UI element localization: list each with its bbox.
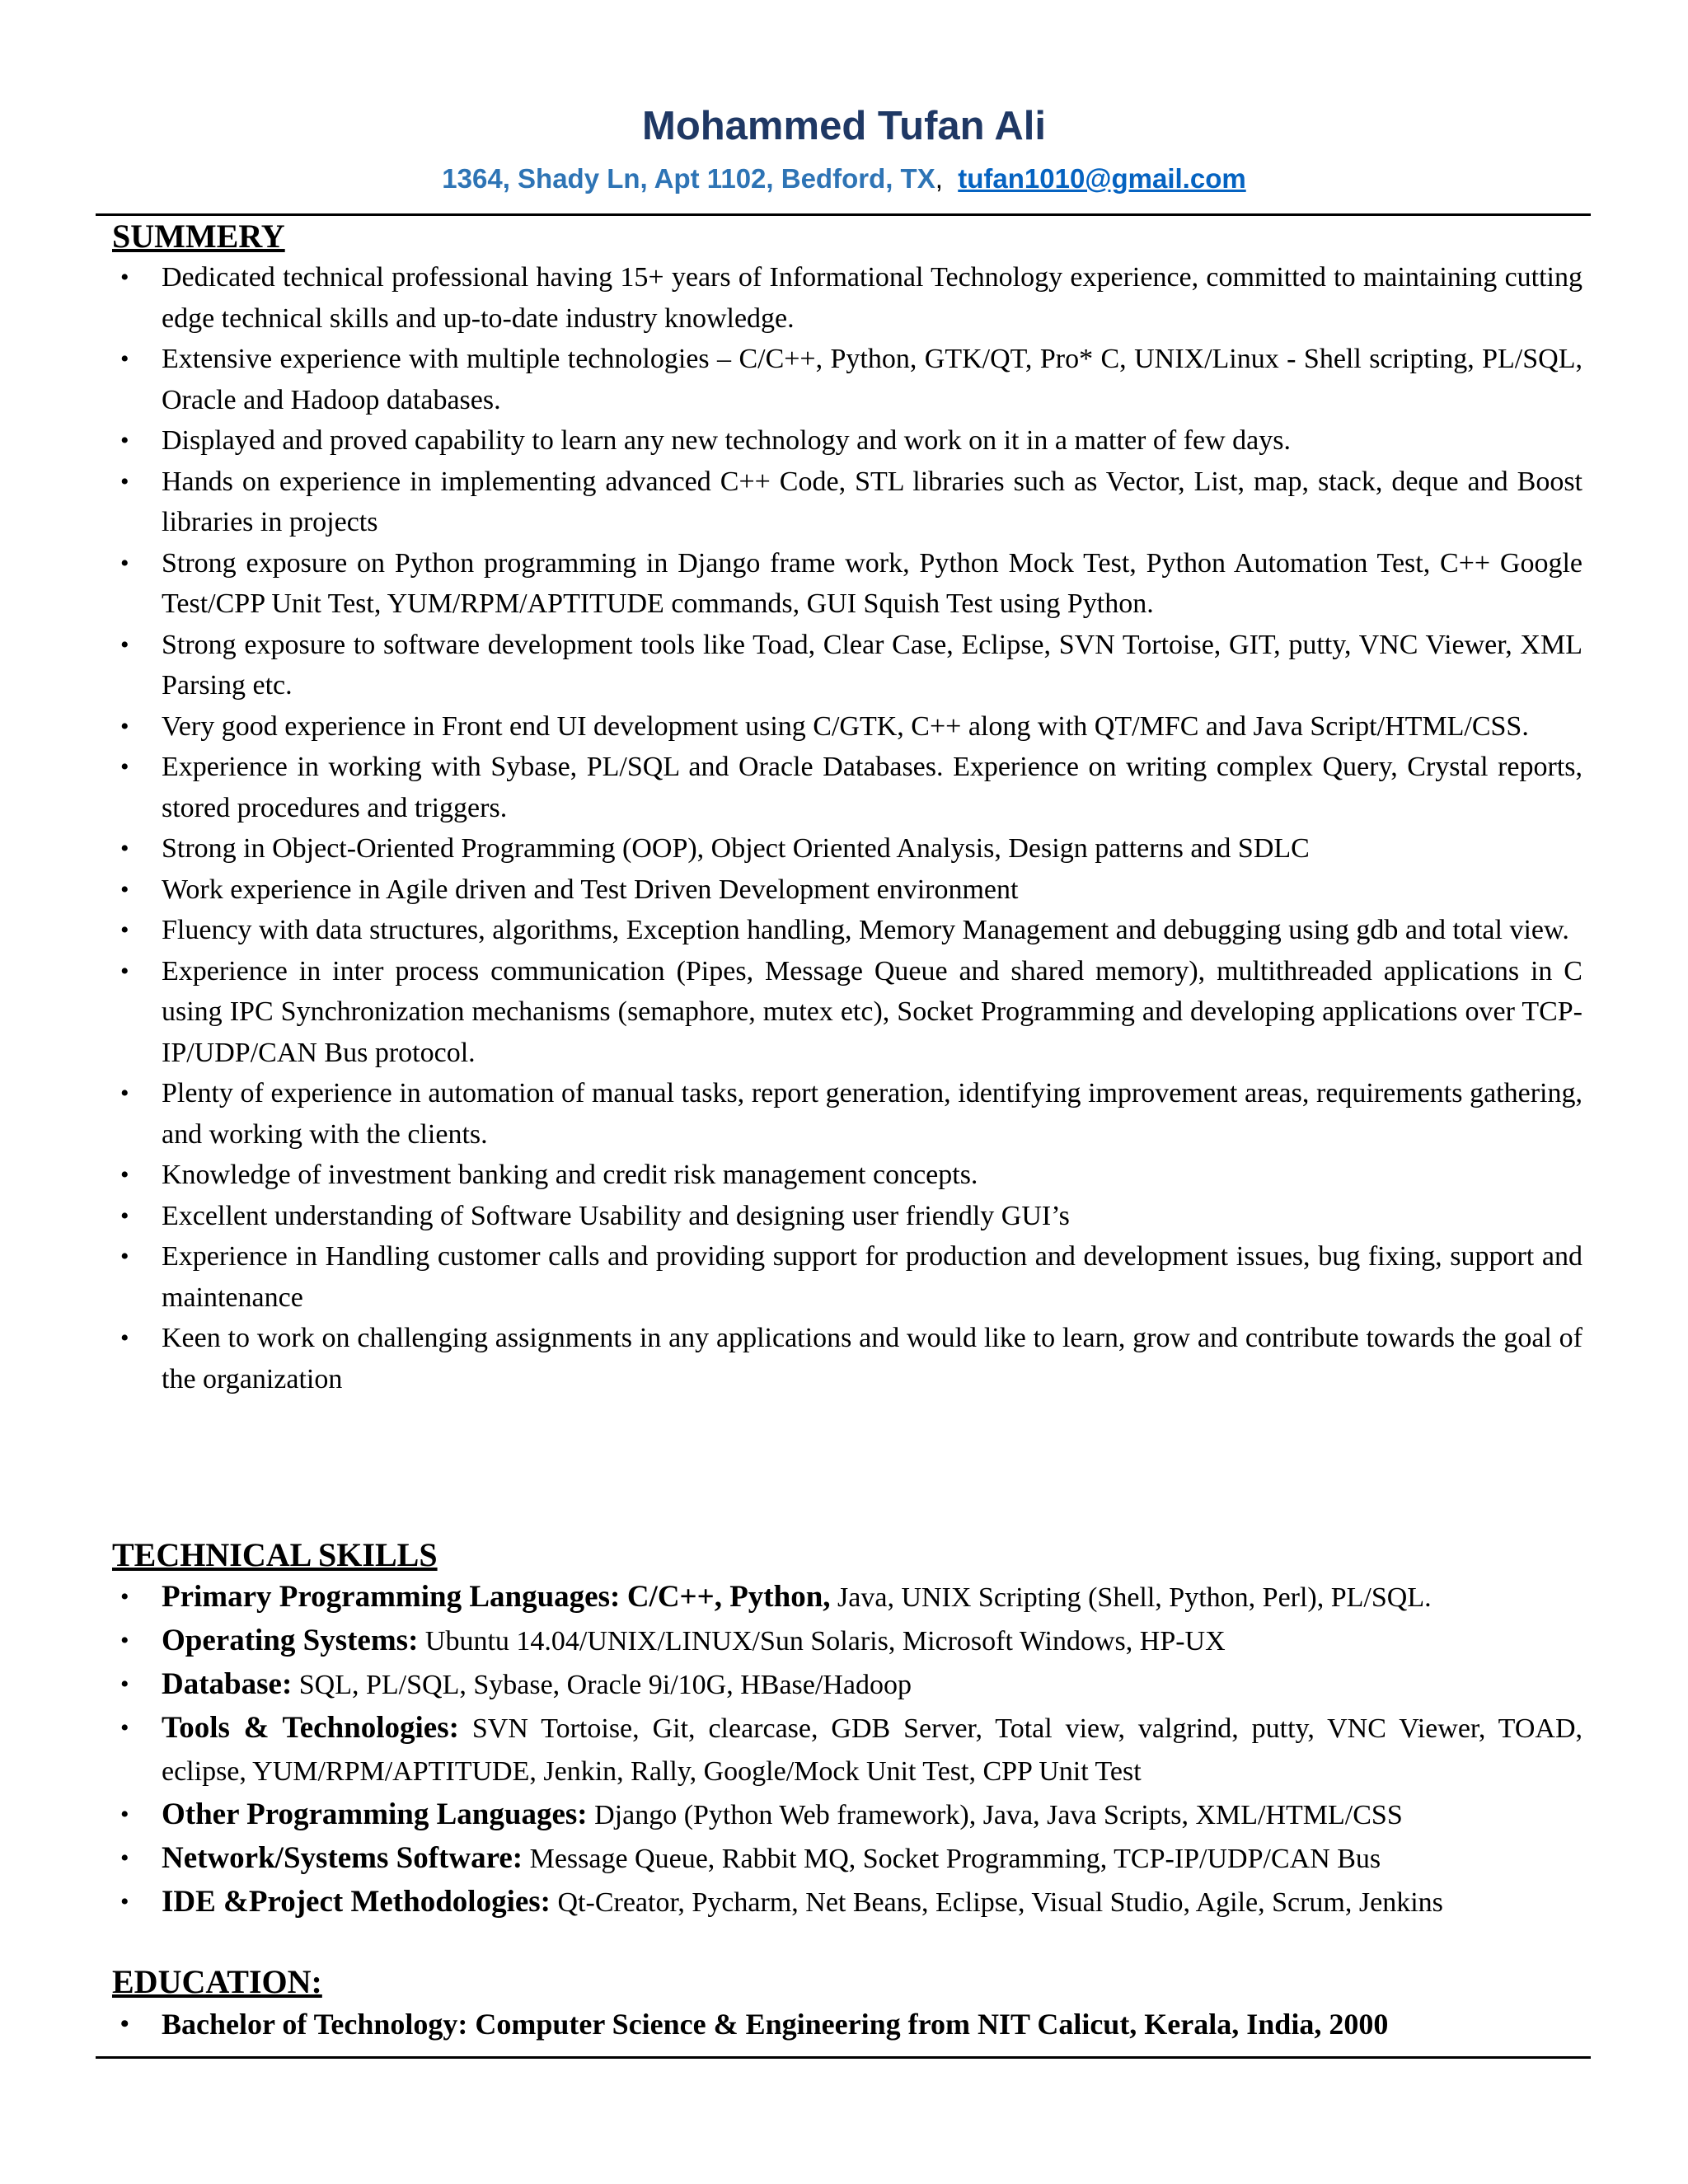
summary-item-text: Strong exposure to software development tools like Toad, Clear Case, Eclipse, SVN Tortoise, GIT, putty, VNC Viewer, XML Parsing etc.	[162, 629, 1582, 701]
skill-value: SQL, PL/SQL, Sybase, Oracle 9i/10G, HBase/Hadoop	[298, 1670, 912, 1700]
summary-item	[112, 462, 1582, 543]
bullet-icon: •	[120, 1671, 129, 1698]
summary-item-text: Hands on experience in implementing advanced C++ Code, STL libraries such as Vector, List, map, stack, deque and Boost libraries in projects	[162, 466, 1582, 537]
skill-item	[112, 1619, 1582, 1663]
skills-section	[112, 1535, 1582, 1924]
skill-item	[112, 1793, 1582, 1837]
summary-item-text: Very good experience in Front end UI development using C/GTK, C++ along with QT/MFC and Java Script/HTML/CSS.	[162, 710, 1529, 742]
summary-item	[112, 543, 1582, 625]
skill-label: Operating Systems:	[162, 1624, 419, 1657]
summary-item	[112, 257, 1582, 339]
summary-item-text: Fluency with data structures, algorithms, Exception handling, Memory Management and debugging using gdb and total view.	[162, 915, 1569, 945]
skill-item	[112, 1707, 1582, 1793]
bullet-icon: •	[120, 467, 129, 495]
bullet-icon: •	[120, 1888, 129, 1915]
summary-item-text: Excellent understanding of Software Usability and designing user friendly GUI’s	[162, 1200, 1070, 1231]
summary-item	[112, 869, 1582, 911]
bullet-icon: •	[120, 753, 129, 780]
summary-item-text: Strong in Object-Oriented Programming (OOP), Object Oriented Analysis, Design patterns and SDLC	[162, 833, 1310, 864]
skill-label: Other Programming Languages:	[162, 1797, 588, 1831]
summary-item	[112, 951, 1582, 1074]
address: 1364, Shady Ln, Apt 1102, Bedford, TX	[442, 163, 935, 194]
bullet-icon: •	[120, 1801, 129, 1828]
summary-item	[112, 828, 1582, 869]
skill-label: Network/Systems Software:	[162, 1841, 523, 1875]
contact-separator: ,	[935, 163, 943, 194]
bullet-icon: •	[120, 1324, 129, 1352]
skill-value: Django (Python Web framework), Java, Java Scripts, XML/HTML/CSS	[594, 1800, 1403, 1830]
summary-item-text: Extensive experience with multiple technologies – C/C++, Python, GTK/QT, Pro* C, UNIX/Linux - Shell scripting, PL/SQL, Oracle and Hadoop databases.	[162, 344, 1582, 415]
summary-item	[112, 339, 1582, 420]
summary-item-text: Plenty of experience in automation of manual tasks, report generation, identifying improvement areas, requirements gathering, and working with the clients.	[162, 1078, 1582, 1150]
bullet-icon: •	[120, 345, 129, 373]
education-title: EDUCATION:	[112, 1963, 322, 2000]
summary-item	[112, 1236, 1582, 1318]
summary-item	[112, 1196, 1582, 1237]
bullet-icon: •	[120, 1583, 129, 1610]
skills-list	[112, 1576, 1582, 1924]
summary-title: SUMMERY	[112, 218, 285, 255]
bullet-icon: •	[120, 1161, 129, 1188]
bullet-icon: •	[120, 1714, 129, 1741]
skill-item	[112, 1837, 1582, 1881]
contact-line	[0, 158, 1688, 199]
summary-list	[112, 257, 1582, 1399]
education-item	[112, 2003, 1582, 2046]
bullet-icon: •	[120, 1202, 129, 1230]
summary-item	[112, 910, 1582, 951]
bullet-icon: •	[120, 1844, 129, 1872]
skill-item	[112, 1881, 1582, 1924]
skill-label: Database:	[162, 1667, 293, 1701]
skill-label: Tools & Technologies:	[162, 1711, 459, 1745]
skill-label: IDE &Project Methodologies:	[162, 1885, 551, 1919]
summary-item	[112, 1155, 1582, 1196]
skill-label: Primary Programming Languages:	[162, 1580, 621, 1614]
skill-value: Java, UNIX Scripting (Shell, Python, Perl), PL/SQL.	[837, 1582, 1432, 1613]
summary-item	[112, 747, 1582, 828]
bullet-icon: •	[120, 630, 129, 658]
email-link[interactable]: tufan1010@gmail.com	[958, 163, 1246, 194]
bullet-icon: •	[120, 957, 129, 985]
summary-item-text: Experience in Handling customer calls and providing support for production and development issues, bug fixing, support and maintenance	[162, 1241, 1582, 1313]
bullet-icon: •	[120, 1080, 129, 1107]
summary-item-text: Experience in working with Sybase, PL/SQL and Oracle Databases. Experience on writing complex Query, Crystal reports, stored procedures and triggers.	[162, 752, 1582, 823]
summary-item	[112, 706, 1582, 748]
skill-value: Qt-Creator, Pycharm, Net Beans, Eclipse, Visual Studio, Agile, Scrum, Jenkins	[557, 1887, 1443, 1918]
skill-value: Ubuntu 14.04/UNIX/LINUX/Sun Solaris, Microsoft Windows, HP-UX	[424, 1626, 1226, 1657]
summary-item-text: Displayed and proved capability to learn any new technology and work on it in a matter of few days.	[162, 425, 1291, 456]
summary-item	[112, 625, 1582, 706]
summary-item	[112, 1073, 1582, 1155]
summary-item-text: Work experience in Agile driven and Test Driven Development environment	[162, 874, 1019, 905]
summary-item-text: Keen to work on challenging assignments in any applications and would like to learn, grow and contribute towards the goal of the organization	[162, 1323, 1582, 1394]
skill-value: Message Queue, Rabbit MQ, Socket Programming, TCP-IP/UDP/CAN Bus	[529, 1844, 1381, 1874]
summary-item-text: Strong exposure on Python programming in Django frame work, Python Mock Test, Python Automation Test, C++ Google Test/CPP Unit Test, YUM/RPM/APTITUDE commands, GUI Squish Test using Python.	[162, 547, 1582, 619]
summary-item-text: Knowledge of investment banking and credit risk management concepts.	[162, 1160, 978, 1190]
skill-value: SVN Tortoise, Git, clearcase, GDB Server, Total view, valgrind, putty, VNC Viewer, TOAD, eclipse, YUM/RPM/APTITUDE, Jenkin, Rally, Google/Mock Unit Test, CPP Unit Test	[162, 1713, 1582, 1787]
summary-item-text: Dedicated technical professional having 15+ years of Informational Technology experience, committed to maintaining cutting edge technical skills and up-to-date industry knowledge.	[162, 262, 1582, 334]
bullet-icon: •	[120, 549, 129, 577]
bullet-icon: •	[120, 712, 129, 740]
summary-section	[112, 216, 1582, 1399]
education-item-text: Bachelor of Technology: Computer Science & Engineering from NIT Calicut, Kerala, India, 2000	[162, 2008, 1389, 2041]
bullet-icon: •	[120, 264, 129, 291]
skill-item	[112, 1663, 1582, 1707]
bullet-icon: •	[120, 835, 129, 862]
bullet-icon: •	[120, 427, 129, 454]
bullet-icon: •	[120, 875, 129, 903]
bullet-icon: •	[120, 2010, 129, 2037]
bullet-icon: •	[120, 1627, 129, 1654]
skill-bold-value: C/C++, Python,	[626, 1580, 831, 1614]
bullet-icon: •	[120, 1243, 129, 1270]
education-section	[112, 1961, 1582, 2046]
summary-item	[112, 420, 1582, 462]
summary-item	[112, 1318, 1582, 1399]
summary-item-text: Experience in inter process communication (Pipes, Message Queue and shared memory), multithreaded applications in C using IPC Synchronization mechanisms (semaphore, mutex etc), Socket Programming and developing applications over TCP-IP/UDP/CAN Bus protocol.	[162, 955, 1582, 1068]
education-list	[112, 2003, 1582, 2046]
candidate-name: Mohammed Tufan Ali	[642, 104, 1046, 148]
skill-item	[112, 1576, 1582, 1619]
footer-divider	[96, 2056, 1591, 2059]
bullet-icon: •	[120, 916, 129, 944]
skills-title: TECHNICAL SKILLS	[112, 1536, 438, 1573]
